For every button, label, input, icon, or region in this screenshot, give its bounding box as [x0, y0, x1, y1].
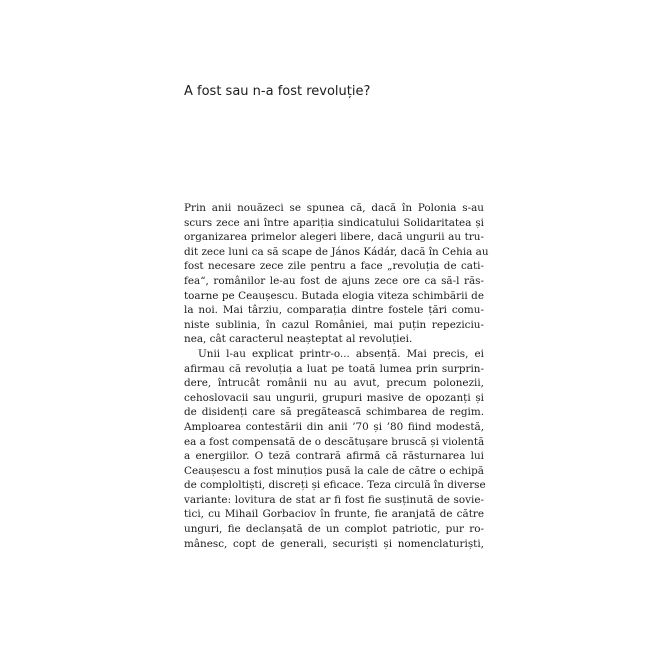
text-line: nea, cât caracterul neașteptat al revoluției. [184, 333, 413, 346]
text-line: la noi. Mai târziu, comparația dintre fostele țări comu- [184, 304, 484, 317]
body-text [184, 201, 489, 551]
text-line: de disidenți care să pregătească schimbarea de regim. [184, 406, 484, 419]
text-line: a energiilor. O teză contrară afirmă că răsturnarea lui [184, 450, 484, 463]
text-line: toarne pe Ceaușescu. Butada elogia viteza schimbării de [184, 289, 484, 302]
text-line: mânesc, copt de generali, securiști și nomenclaturiști, [184, 537, 484, 550]
text-line: tici, cu Mihail Gorbaciov în frunte, fie aranjată de către [184, 508, 484, 521]
chapter-title: A fost sau n-a fost revoluție? [184, 84, 371, 99]
text-line: organizarea primelor alegeri libere, dacă ungurii au tru- [184, 231, 484, 244]
text-line: Prin anii nouăzeci se spunea că, dacă în Polonia s-au [184, 202, 484, 214]
text-line: ea a fost compensată de o descătușare bruscă și violentă [184, 435, 485, 448]
text-line: fost necesare zece zile pentru a face „revoluția de cati- [184, 260, 484, 273]
text-line: variante: lovitura de stat ar fi fost fie susținută de sovie- [184, 493, 484, 506]
text-line: Amploarea contestării din anii ’70 și ’80 fiind modestă, [184, 420, 484, 433]
text-line: Ceaușescu a fost minuțios pusă la cale de către o echipă [184, 464, 484, 477]
text-line: de comploltiști, discreți și eficace. Teza circulă în diverse [184, 479, 486, 492]
text-line: Unii l-au explicat printr-o... absență. Mai precis, ei [198, 347, 484, 360]
text-line: dere, întrucât românii nu au avut, precum polonezii, [184, 377, 484, 390]
text-line: unguri, fie declanșată de un complot patriotic, pur ro- [184, 523, 484, 536]
text-line: cehoslovacii sau ungurii, grupuri masive de opozanți și [184, 391, 484, 404]
text-line: dit zece luni ca să scape de János Kádár, dacă în Cehia au [184, 245, 489, 258]
text-line: scurs zece ani între apariția sindicatului Solidaritatea și [184, 216, 484, 229]
text-line: niste sublinia, în cazul României, mai puțin repeziciu- [184, 318, 484, 331]
text-line: fea“, românilor le-au fost de ajuns zece ore ca să-l răs- [184, 274, 484, 287]
text-line: afirmau că revoluția a luat pe toată lumea prin surprin- [184, 362, 484, 375]
